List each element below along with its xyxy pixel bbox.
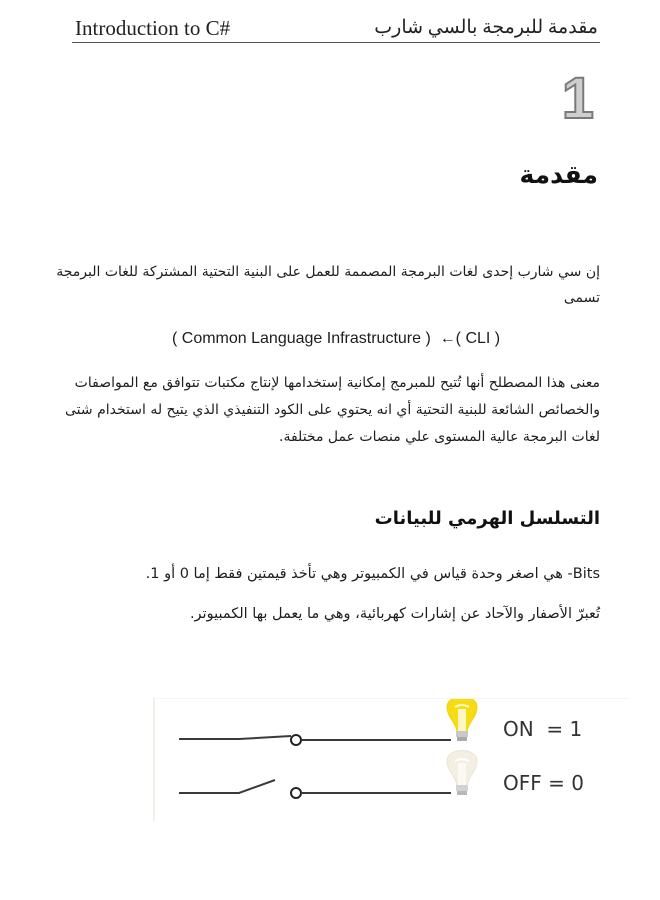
on-state-label: ON = 1 (503, 717, 583, 741)
off-state-label: OFF = 0 (503, 771, 584, 795)
open-switch-wire-left (179, 780, 275, 793)
lightbulb-off-icon (447, 751, 477, 796)
cli-definition: ( Common Language Infrastructure ) ←( CLI ) (172, 330, 501, 347)
lightbulb-on-icon (447, 699, 477, 741)
closed-switch-contact (291, 735, 301, 745)
section-title: التسلسل الهرمي للبيانات (374, 508, 600, 529)
header-title-english: Introduction to C# (75, 16, 231, 40)
closed-switch-wire-left (179, 736, 291, 739)
chapter-number: 1 (561, 66, 594, 131)
bits-paragraph: Bits- هي اصغر وحدة قياس في الكمبيوتر وهي تأخذ قيمتين فقط إما 0 أو 1. (145, 566, 600, 582)
meaning-paragraph: معنى هذا المصطلح أنها تُتيح للمبرمج إمكانية إستخدامها لإنتاج مكتبات تتوافق مع المواصفات والخصائص الشائعة للبنية التحتية أي انه يحتوي على الكود التنفيذي الذي يتيح له استخدام شتى لغات البرمجة عالية المستوى علي منصات عمل مختلفة. (65, 375, 600, 445)
header-title-arabic: مقدمة للبرمجة بالسي شارب (374, 17, 598, 38)
open-switch-contact (291, 788, 301, 798)
open-switch-circuit (179, 780, 451, 798)
switch-circuit-figure (153, 698, 630, 821)
closed-switch-circuit (179, 735, 451, 745)
page-header (72, 10, 600, 43)
intro-paragraph: إن سي شارب إحدى لغات البرمجة المصممة للعمل على البنية التحتية المشتركة للغات البرمجة تسمى (56, 264, 600, 306)
signals-paragraph: تُعبرّ الأصفار والآحاد عن إشارات كهربائية، وهي ما يعمل بها الكمبيوتر. (189, 606, 600, 622)
chapter-title: مقدمة (519, 160, 598, 189)
